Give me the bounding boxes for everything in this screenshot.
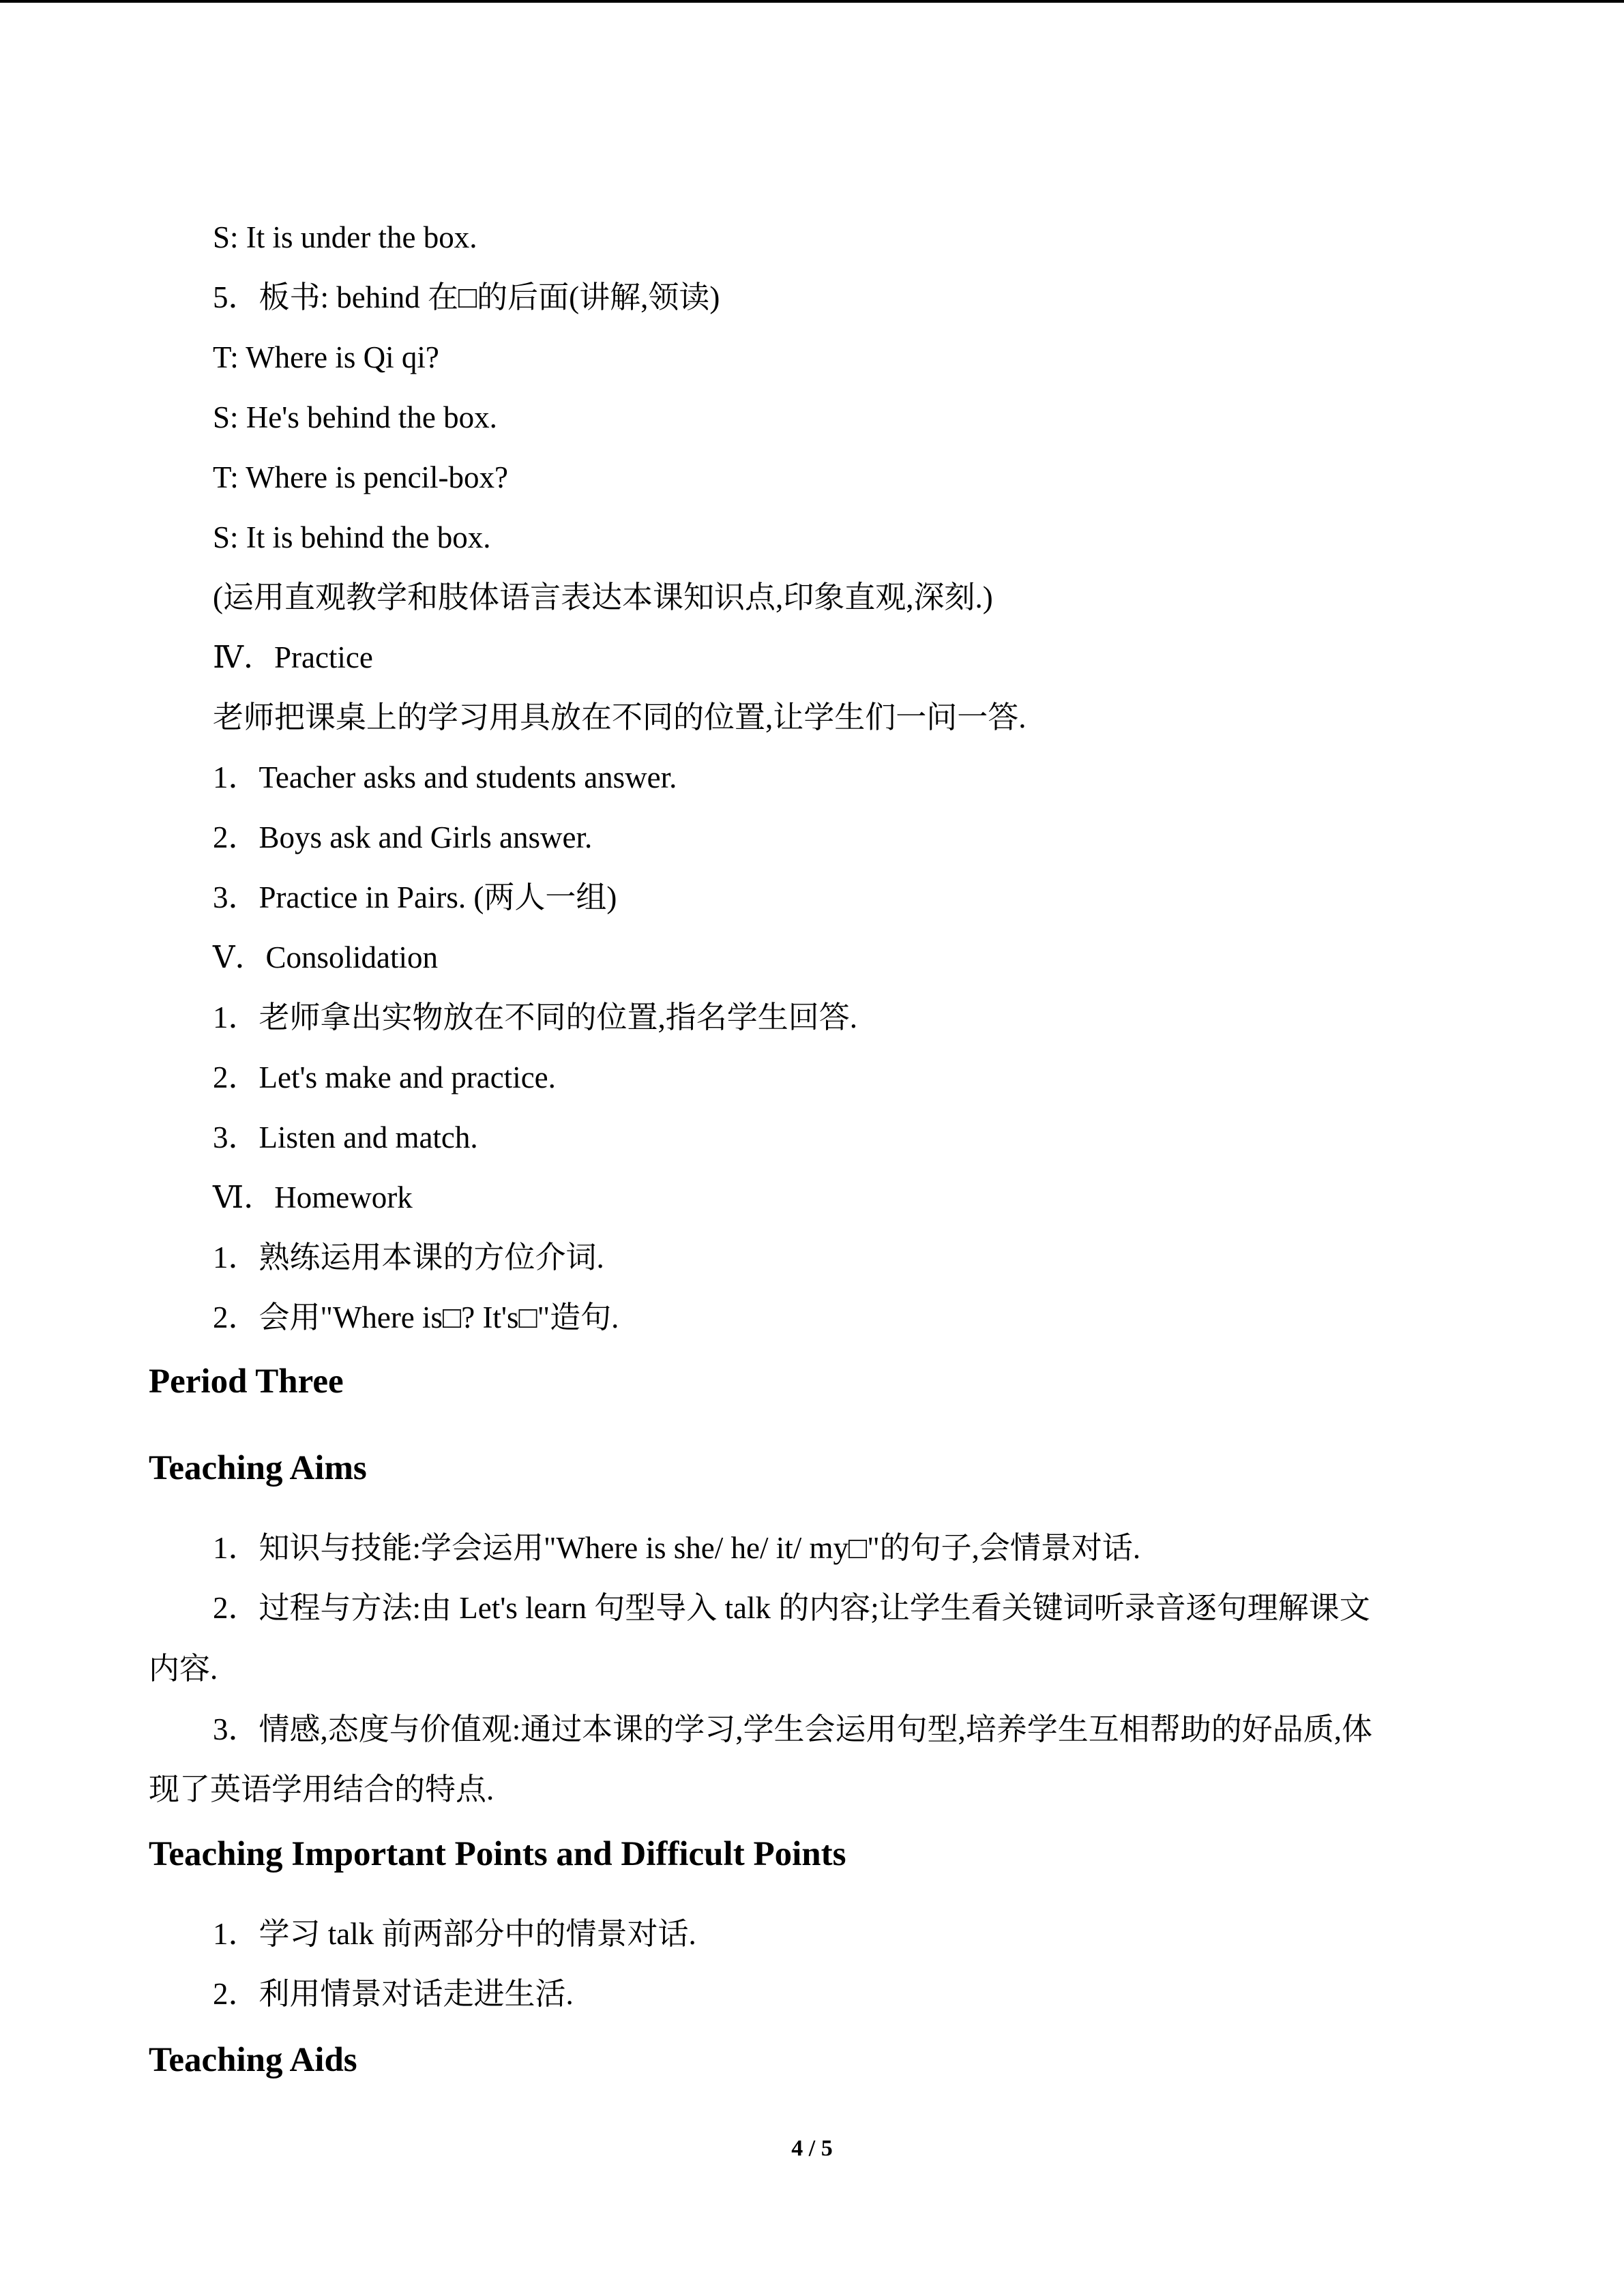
list-item: 3．Practice in Pairs. (两人一组) xyxy=(213,880,617,914)
list-item: 1．Teacher asks and students answer. xyxy=(213,760,677,794)
text-line: 老师把课桌上的学习用具放在不同的位置,让学生们一问一答. xyxy=(213,700,1027,734)
list-item: 2．Let's make and practice. xyxy=(213,1060,556,1094)
list-item: 1．老师拿出实物放在不同的位置,指名学生回答. xyxy=(213,1000,858,1034)
heading-teaching-aims: Teaching Aims xyxy=(149,1449,367,1487)
text-line: S: It is under the box. xyxy=(213,220,477,254)
aims-item-continuation: 现了英语学用结合的特点. xyxy=(149,1772,494,1806)
heading-important-points: Teaching Important Points and Difficult Points xyxy=(149,1835,846,1873)
text-line: S: It is behind the box. xyxy=(213,520,491,554)
page-top-rule xyxy=(0,0,1624,3)
points-item: 1．学习 talk 前两部分中的情景对话. xyxy=(213,1917,696,1951)
list-item: 2．Boys ask and Girls answer. xyxy=(213,820,593,854)
aims-item: 1．知识与技能:学会运用"Where is she/ he/ it/ my□"的句子,会情景对话. xyxy=(213,1531,1141,1565)
list-item: 2．会用"Where is□? It's□"造句. xyxy=(213,1300,619,1335)
section-label-homework: Ⅵ．Homework xyxy=(213,1180,413,1214)
aims-item-continuation: 内容. xyxy=(149,1652,218,1686)
text-line: 5．板书: behind 在□的后面(讲解,领读) xyxy=(213,280,720,314)
text-line: (运用直观教学和肢体语言表达本课知识点,印象直观,深刻.) xyxy=(213,580,993,614)
points-item: 2．利用情景对话走进生活. xyxy=(213,1977,574,2011)
text-line: S: He's behind the box. xyxy=(213,400,497,434)
list-item: 3．Listen and match. xyxy=(213,1120,478,1154)
heading-period-three: Period Three xyxy=(149,1362,344,1401)
section-label-practice: Ⅳ．Practice xyxy=(213,640,373,674)
text-line: T: Where is Qi qi? xyxy=(213,340,439,374)
list-item: 1．熟练运用本课的方位介词. xyxy=(213,1240,604,1274)
page-number: 4 / 5 xyxy=(791,2136,833,2161)
text-line: T: Where is pencil-box? xyxy=(213,460,509,494)
heading-teaching-aids: Teaching Aids xyxy=(149,2041,357,2079)
aims-item: 3．情感,态度与价值观:通过本课的学习,学生会运用句型,培养学生互相帮助的好品质,体 xyxy=(213,1712,1373,1746)
aims-item: 2．过程与方法:由 Let's learn 句型导入 talk 的内容;让学生看关键词听录音逐句理解课文 xyxy=(213,1591,1370,1625)
section-label-consolidation: Ⅴ．Consolidation xyxy=(213,940,439,974)
